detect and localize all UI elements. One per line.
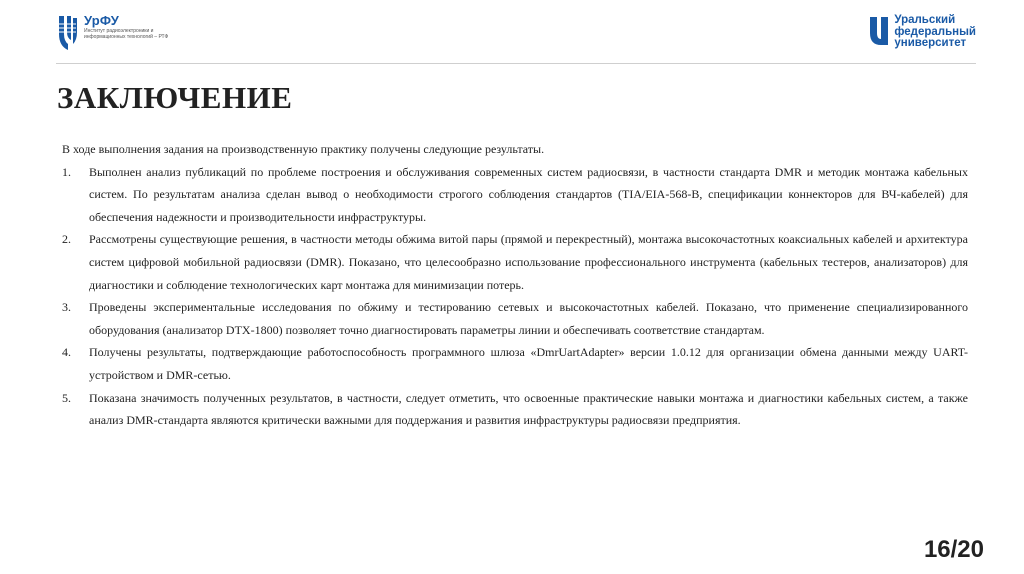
logo-right-line-1: Уральский — [894, 14, 956, 26]
list-item — [62, 228, 968, 296]
page-number: 16/20 — [923, 536, 984, 563]
list-item — [62, 161, 968, 229]
slide-content — [62, 138, 968, 432]
list-item-text: Показана значимость полученных результатов, в частности, следует отметить, что освоенные практические навыки монтажа и диагностики кабельных систем, а также анализ DMR-стандарта являются критически важными для поддержания и развития инфраструктуры радиосвязи предприятия. — [89, 390, 968, 428]
urfu-institute-logo — [56, 14, 174, 56]
urfu-emblem-icon — [56, 14, 78, 54]
university-u-icon — [868, 15, 890, 49]
header-divider — [56, 63, 976, 64]
list-item-text: Выполнен анализ публикаций по проблеме построения и обслуживания современных систем радиосвязи, в частности стандарта DMR и методик монтажа кабельных систем. По результатам анализа сделан вывод о необходимости строгого соблюдения стандартов (TIA/EIA-568-B, спецификации коннекторов для ВЧ-кабелей) для обеспечения надежности и производительности инфраструктуры. — [89, 164, 968, 224]
list-item — [62, 296, 968, 341]
list-item-text: Проведены экспериментальные исследования по обжиму и тестированию сетевых и высокочастотных кабелей. Показано, что применение специализированного оборудования (анализатор DTX-1800) позволяет точно диагностировать параметры линии и обеспечивать соответствие стандартам. — [89, 300, 968, 337]
list-item-number: 1. — [62, 164, 71, 179]
logo-left-subtitle: Институт радиоэлектроники и информационных технологий – РТФ — [84, 28, 169, 40]
list-item-number: 5. — [62, 390, 71, 405]
list-item — [62, 387, 968, 432]
list-item-number: 3. — [62, 300, 71, 315]
logo-right-line-3: университет — [894, 37, 967, 49]
intro-text: В ходе выполнения задания на производственную практику получены следующие результаты. — [62, 142, 545, 156]
list-item-number: 2. — [62, 232, 71, 247]
slide-title: ЗАКЛЮЧЕНИЕ — [57, 80, 293, 115]
list-item — [62, 341, 968, 386]
list-item-text: Получены результаты, подтверждающие работоспособность программного шлюза «DmrUartAdapter» версии 1.0.12 для организации обмена данными между UART-устройством и DMR-сетью. — [89, 345, 968, 382]
logo-left-name: УрФУ — [84, 13, 120, 28]
logo-right-line-2: федеральный — [894, 25, 976, 38]
list-item-number: 4. — [62, 345, 71, 360]
list-item-text: Рассмотрены существующие решения, в частности методы обжима витой пары (прямой и перекрестный), монтажа высокочастотных коаксиальных кабелей и архитектура систем цифровой мобильной радиосвязи (DMR). Показано, что целесообразно использование профессионального инструмента (кабельных тестеров, анализаторов) для диагностики и соблюдение технологических карт монтажа для минимизации потерь. — [89, 232, 968, 292]
urfu-university-logo — [868, 15, 976, 50]
